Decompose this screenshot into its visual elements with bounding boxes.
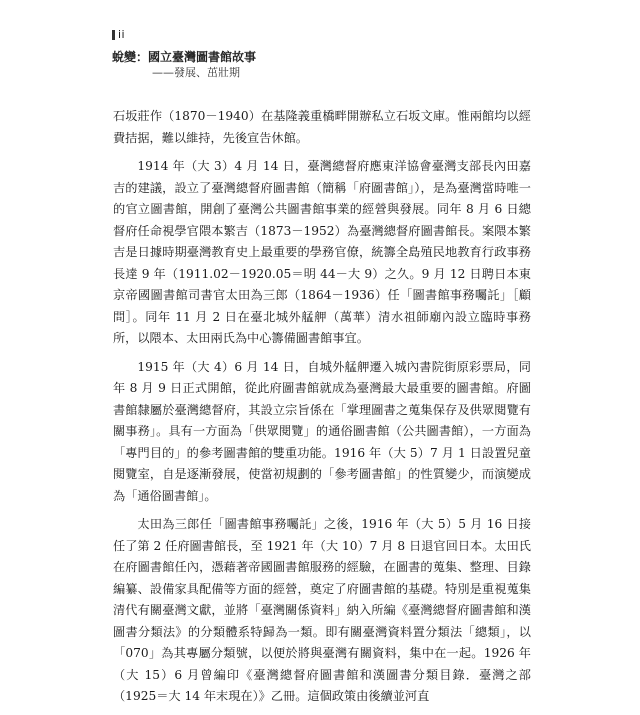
paragraph: 太田為三郎任「圖書館事務囑託」之後，1916 年（大 5）5 月 16 日接任了第 2 任府圖書館長，至 1921 年（大 10）7 月 8 日退官回日本。太田氏在府圖書館任內，憑藉著帝國圖書館服務的經驗，在圖書的蒐集、整理、目錄編纂、設備家具配備等方面的經營，奠定了府圖書館的基礎。特別是重視蒐集清代有關臺灣文獻，並將「臺灣關係資料」納入所編《臺灣總督府圖書館和漢圖書分類法》的分類體系特歸為一類。即有關臺灣資料置分類法「總類」，以「070」為其專屬分類號，以便於將與臺灣有關資料，集中在一起。1926 年（大 15）6 月曾編印《臺灣總督府圖書館和漢圖書分類目錄．臺灣之部（1925＝大 14 年末現在）》乙冊。這個政策由後續並河直: [113, 517, 531, 703]
book-title: 蛻變：國立臺灣圖書館故事: [112, 50, 257, 64]
page-tab-marker: [112, 30, 115, 40]
paragraph: 1914 年（大 3）4 月 14 日，臺灣總督府應東洋協會臺灣支部長內田嘉吉的建議，設立了臺灣總督府圖書館（簡稱「府圖書館」），是為臺灣當時唯一的官立圖書館，開創了臺灣公共圖書館事業的經營與發展。同年 8 月 6 日總督府任命視學官隈本繁吉（1873－1952）為臺灣總督府圖書館長。案隈本繁吉是日據時期臺灣教育史上最重要的學務官僚，統籌全島殖民地教育行政事務長達 9 年（1911.02－1920.05＝明 44－大 9）之久。9 月 12 日聘日本東京帝國圖書館司書官太田為三郎（1864－1936）任「圖書館事務囑託」［顧問］。同年 11 月 2 日在臺北城外艋舺（萬華）清水祖師廟內設立臨時事務所，以隈本、太田兩氏為中心籌備圖書館事宜。: [113, 159, 531, 345]
paragraph: 1915 年（大 4）6 月 14 日，自城外艋舺遷入城內書院街原彩票局，同年 8 月 9 日正式開館，從此府圖書館就成為臺灣最大最重要的圖書館。府圖書館隸屬於臺灣總督府，其設立宗旨係在「掌理圖書之蒐集保存及供眾閱覽有關事務」。具有一方面為「供眾閱覽」的通俗圖書館（公共圖書館），一方面為「專門目的」的參考圖書館的雙重功能。1916 年（大 5）7 月 1 日設置兒童閱覽室，自是逐漸發展，使當初規劃的「參考圖書館」的性質變少，而演變成為「通俗圖書館」。: [113, 359, 531, 503]
page-number: ii: [118, 28, 126, 41]
paragraph: 石坂莊作（1870－1940）在基隆義重橋畔開辦私立石坂文庫。惟兩館均以經費拮据，難以維持，先後宣告休館。: [113, 109, 531, 145]
body-text: [113, 106, 531, 715]
book-subtitle: ——發展、茁壯期: [152, 66, 240, 79]
